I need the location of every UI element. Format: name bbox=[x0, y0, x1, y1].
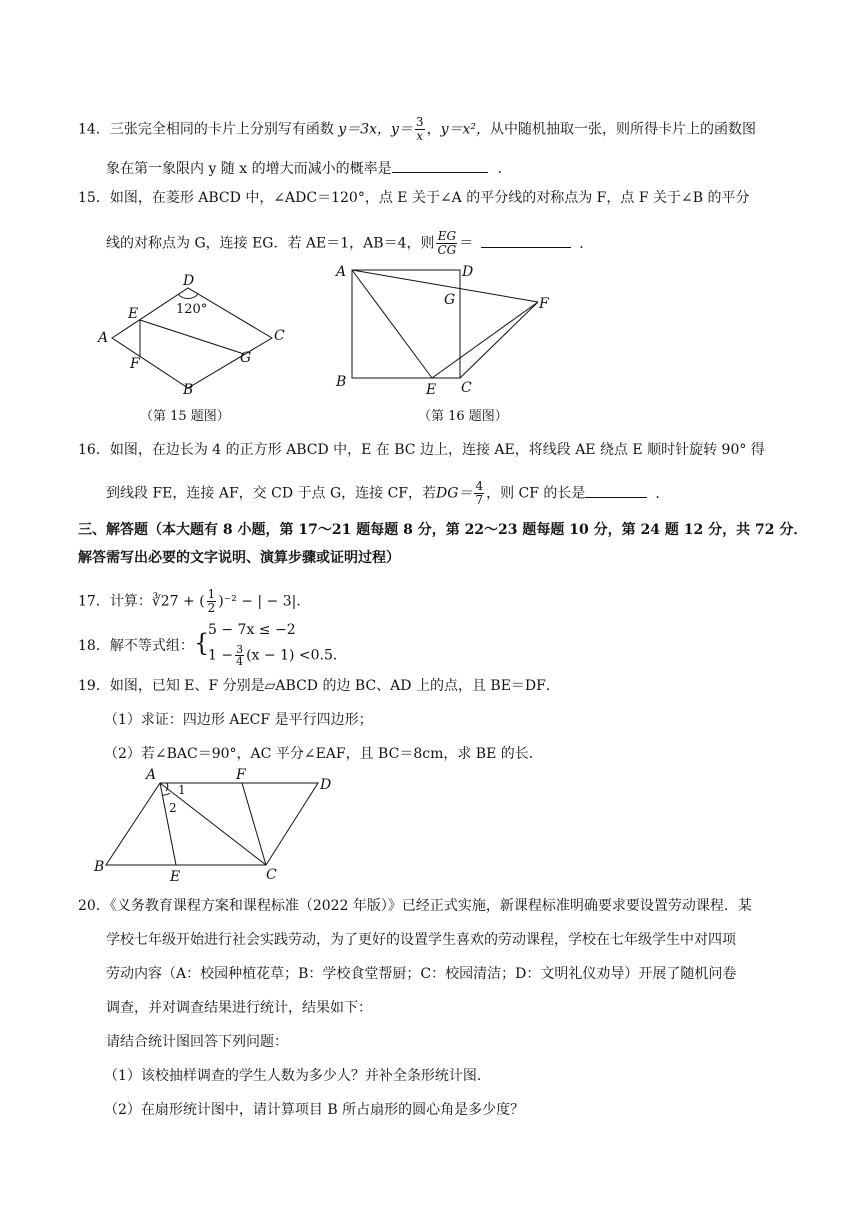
fig16-label-d: D bbox=[462, 264, 474, 280]
fig15-label-e: E bbox=[128, 306, 139, 322]
fig19-label-1: 1 bbox=[178, 783, 186, 797]
fig19-label-b: B bbox=[94, 859, 105, 875]
q20-number: 20． bbox=[78, 898, 110, 914]
fig16-label-c: C bbox=[461, 380, 472, 396]
q15-text-line2a: 线的对称点为 G，连接 EG．若 AE＝1，AB＝4，则 bbox=[106, 235, 435, 252]
fig19-label-f: F bbox=[236, 767, 246, 783]
q18-ineq2 bbox=[208, 644, 347, 667]
q15-line2 bbox=[106, 230, 593, 257]
parallelogram-abcd bbox=[106, 783, 318, 865]
q15-eq: ＝ bbox=[459, 235, 474, 252]
q18-frac-den: 4 bbox=[236, 655, 244, 668]
q15-text-line1: 如图，在菱形 ABCD 中，∠ADC＝120°，点 E 关于∠A 的平分线的对称点为 F，点 F 关于∠B 的平分 bbox=[109, 190, 750, 206]
q18-frac-num: 3 bbox=[236, 643, 244, 656]
fig16-caption: （第 16 题图） bbox=[418, 409, 508, 424]
fig19-label-d: D bbox=[320, 777, 332, 793]
q14-text-b: 从中随机抽取一张，则所得卡片上的函数图 bbox=[489, 121, 756, 138]
q18-text: 解不等式组： bbox=[109, 638, 194, 654]
q17-line bbox=[78, 588, 310, 615]
q14-frac-num: 3 bbox=[415, 115, 424, 129]
q17-text: 计算： bbox=[109, 593, 152, 610]
q20-line1 bbox=[78, 896, 752, 916]
q15-answer-blank[interactable] bbox=[481, 233, 571, 248]
q19-part1: （1）求证：四边形 AECF 是平行四边形； bbox=[104, 712, 373, 728]
fig16-label-a: A bbox=[336, 264, 347, 280]
q14-frac-den: x bbox=[416, 129, 424, 143]
q18-number: 18． bbox=[78, 638, 110, 654]
q20-text-line1: 《义务教育课程方案和课程标准（2022 年版）》已经正式实施，新课程标准明确要求要设置劳动课程．某 bbox=[109, 898, 752, 914]
figure-16-square bbox=[330, 260, 560, 400]
q16-fraction bbox=[474, 480, 484, 507]
section3-note: 解答需写出必要的文字说明、演算步骤或证明过程） bbox=[78, 550, 400, 566]
q14-f2-post: ， bbox=[426, 121, 441, 138]
fig16-label-e: E bbox=[426, 382, 437, 398]
q15-ratio bbox=[436, 230, 457, 257]
q15-end: ． bbox=[579, 235, 594, 252]
segment-cf bbox=[460, 302, 538, 378]
fig15-label-angle: 120° bbox=[176, 302, 208, 317]
q18-prefix bbox=[78, 636, 194, 656]
q16-number: 16． bbox=[78, 442, 110, 458]
q16-text-line2b: ，则 CF 的长是 bbox=[486, 485, 586, 502]
angle-arc-d bbox=[178, 294, 198, 298]
segment-fc bbox=[242, 783, 266, 865]
segment-ae bbox=[352, 270, 432, 378]
q20-line5: 请结合统计图回答下列问题： bbox=[106, 1034, 288, 1050]
fig19-label-c: C bbox=[266, 867, 277, 883]
q14-text-line2: 象在第一象限内 y 随 x 的增大而减小的概率是 bbox=[106, 161, 392, 177]
figure-19-parallelogram bbox=[90, 765, 350, 885]
q20-part2: （2）在扇形统计图中，请计算项目 B 所占扇形的圆心角是多少度？ bbox=[104, 1102, 525, 1118]
q18-ineq2-a: 1 − bbox=[208, 647, 234, 664]
q16-dg: DG＝ bbox=[436, 485, 473, 502]
q14-f2-pre: y＝ bbox=[391, 121, 413, 138]
fig15-label-g: G bbox=[240, 350, 252, 366]
fig15-label-a: A bbox=[98, 330, 109, 346]
q20-line4: 调查，并对调查结果进行统计，结果如下： bbox=[106, 1000, 372, 1016]
q16-end: ． bbox=[655, 485, 670, 502]
q14-f3: y＝x²， bbox=[440, 121, 490, 138]
q19-line1 bbox=[78, 676, 560, 696]
q18-ineq1: 5 − 7x ≤ −2 bbox=[208, 622, 296, 638]
segment-eg bbox=[140, 320, 244, 354]
fig19-label-a: A bbox=[146, 767, 157, 783]
q14-f1: y＝3x， bbox=[338, 121, 391, 138]
section3-heading: 三、解答题（本大题有 8 小题，第 17～21 题每题 8 分，第 22～23 题每题 10 分，第 24 题 12 分，共 72 分． bbox=[78, 522, 808, 538]
fig15-caption: （第 15 题图） bbox=[140, 409, 230, 424]
q14-answer-blank[interactable] bbox=[392, 158, 488, 173]
q14-line1 bbox=[78, 116, 756, 143]
q17-half-num: 1 bbox=[207, 587, 216, 601]
q14-number: 14． bbox=[78, 121, 110, 138]
q17-expr-part1: ∛27 + ( bbox=[151, 593, 205, 610]
q18-ineq2-b: (x − 1) <0.5 bbox=[246, 647, 333, 664]
figure-15-rhombus bbox=[90, 270, 300, 400]
q20-part1: （1）该校抽样调查的学生人数为多少人？并补全条形统计图． bbox=[104, 1068, 491, 1084]
fig15-label-b: B bbox=[183, 382, 194, 398]
fig15-label-f: F bbox=[130, 356, 140, 372]
q14-text-a: 三张完全相同的卡片上分别写有函数 bbox=[109, 121, 339, 138]
q17-number: 17． bbox=[78, 593, 110, 610]
q16-text-line2a: 到线段 FE，连接 AF，交 CD 于点 G，连接 CF，若 bbox=[106, 485, 437, 502]
q15-line1 bbox=[78, 188, 749, 208]
segment-ac bbox=[160, 783, 266, 865]
fig19-label-2: 2 bbox=[169, 801, 177, 815]
q18-frac bbox=[235, 644, 244, 667]
fig19-label-e: E bbox=[170, 869, 181, 885]
fig15-label-c: C bbox=[274, 328, 285, 344]
q15-ratio-den: CG bbox=[437, 243, 457, 257]
segment-ef bbox=[432, 302, 538, 378]
q16-answer-blank[interactable] bbox=[585, 483, 647, 498]
q15-ratio-num: EG bbox=[437, 229, 457, 243]
q16-frac-den: 7 bbox=[475, 493, 484, 507]
q19-part2: （2）若∠BAC＝90°，AC 平分∠EAF，且 BC＝8cm，求 BE 的长． bbox=[104, 746, 543, 762]
q14-fraction bbox=[415, 116, 425, 143]
q17-expr-part2: )⁻² − | − 3|． bbox=[218, 593, 311, 610]
q14-line2 bbox=[106, 158, 512, 179]
q14-end: ． bbox=[497, 161, 512, 177]
q19-number: 19． bbox=[78, 678, 110, 694]
q18-brace: { bbox=[194, 629, 210, 657]
q16-text-line1: 如图，在边长为 4 的正方形 ABCD 中，E 在 BC 边上，连接 AE，将线段 AE 绕点 E 顺时针旋转 90° 得 bbox=[109, 442, 765, 458]
q17-half bbox=[207, 588, 217, 615]
q17-half-den: 2 bbox=[207, 601, 216, 615]
fig16-label-b: B bbox=[336, 374, 347, 390]
q16-line1 bbox=[78, 440, 765, 460]
q16-frac-num: 4 bbox=[475, 479, 484, 493]
fig16-label-g: G bbox=[444, 292, 456, 308]
fig16-label-f: F bbox=[539, 296, 549, 312]
q16-line2 bbox=[106, 480, 669, 507]
angle-2-arc bbox=[162, 793, 170, 795]
q20-line2: 学校七年级开始进行社会实践劳动，为了更好的设置学生喜欢的劳动课程，学校在七年级学生中对四项 bbox=[106, 932, 736, 948]
q20-line3: 劳动内容（A：校园种植花草；B：学校食堂帮厨；C：校园清洁；D：文明礼仪劝导）开展了随机问卷 bbox=[106, 966, 737, 982]
q18-end: ． bbox=[332, 647, 347, 664]
angle-1-arc bbox=[166, 783, 168, 791]
q15-number: 15． bbox=[78, 190, 110, 206]
q19-text: 如图，已知 E、F 分别是▱ABCD 的边 BC、AD 上的点，且 BE＝DF． bbox=[109, 678, 560, 694]
fig15-label-d: D bbox=[183, 273, 195, 289]
